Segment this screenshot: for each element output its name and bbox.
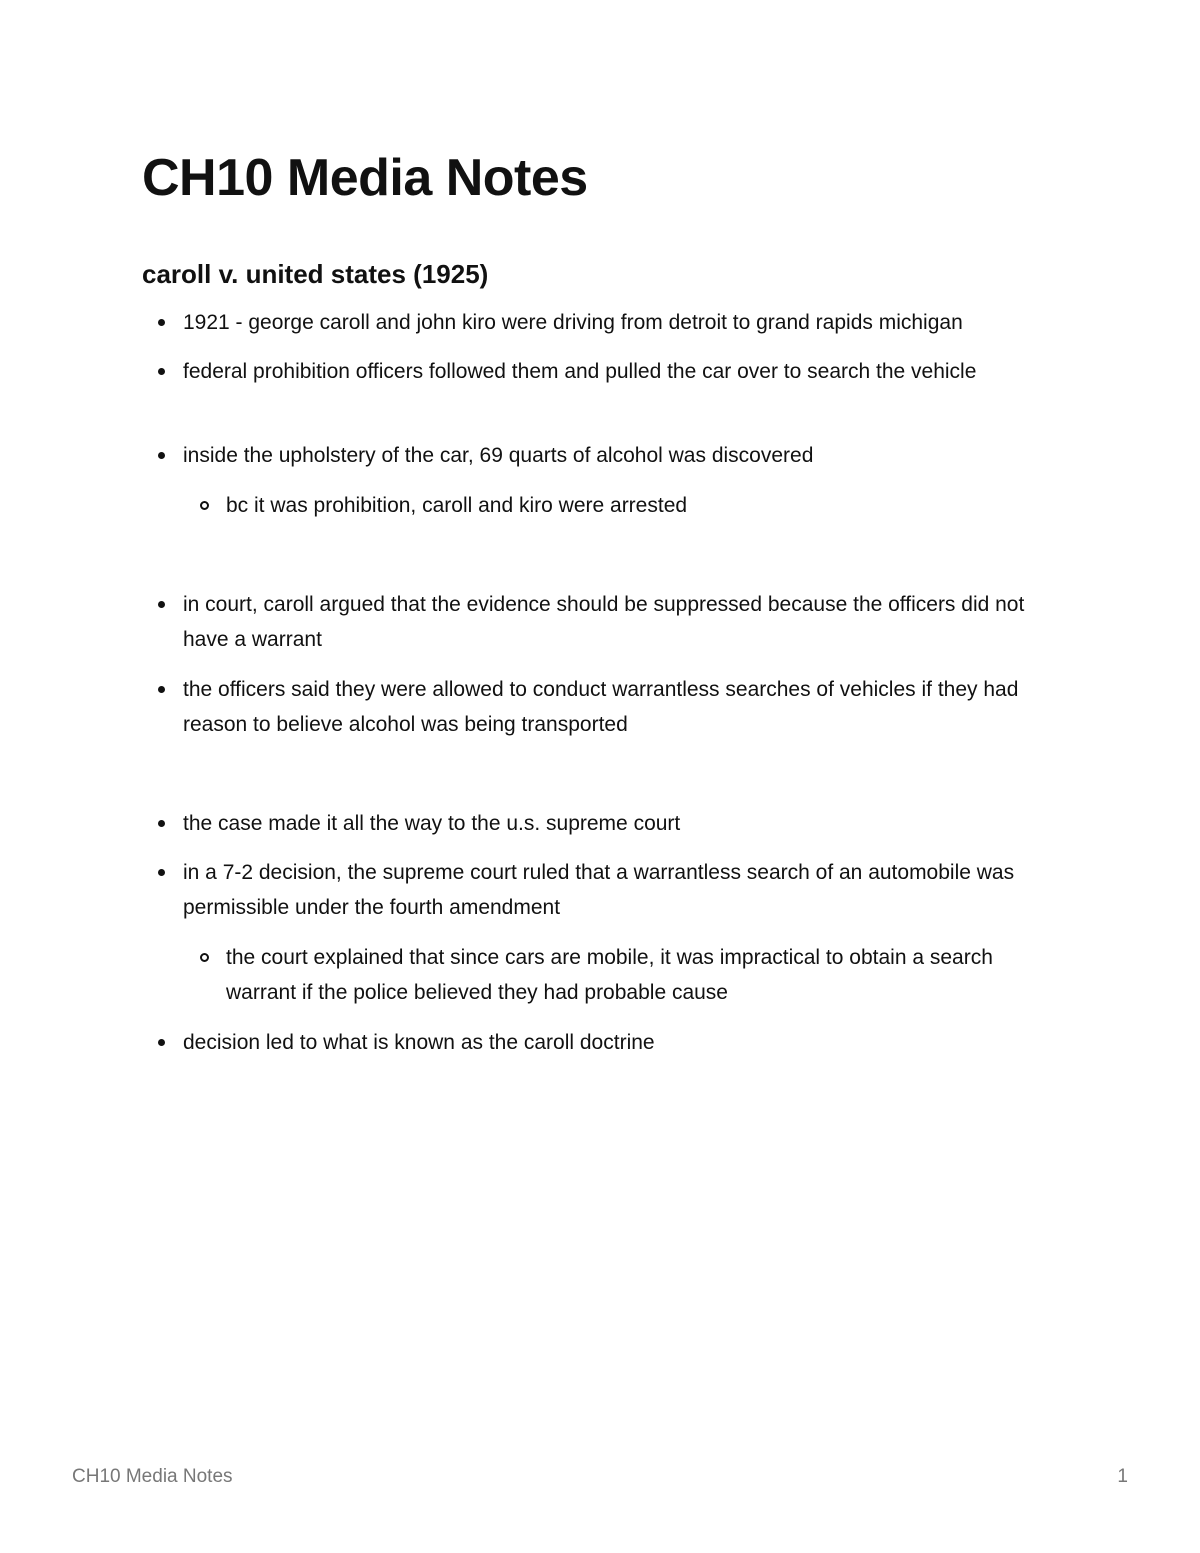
hollow-bullet-icon	[200, 501, 209, 510]
bullet-icon	[158, 452, 165, 459]
list-item-text: decision led to what is known as the caroll doctrine	[183, 1031, 655, 1054]
sub-list-item	[226, 940, 1046, 1010]
list-item	[183, 587, 1073, 657]
list-item-text: the court explained that since cars are mobile, it was impractical to obtain a search warrant if the police believed they had probable cause	[226, 946, 993, 1004]
list-item	[183, 354, 1073, 389]
bullet-icon	[158, 368, 165, 375]
section-heading: caroll v. united states (1925)	[142, 259, 489, 289]
list-item-text: in a 7-2 decision, the supreme court ruled that a warrantless search of an automobile was permissible under the fourth amendment	[183, 861, 1015, 919]
page-number: 1	[1117, 1466, 1128, 1487]
list-item	[183, 855, 1073, 925]
bullet-icon	[158, 1039, 165, 1046]
footer-title: CH10 Media Notes	[72, 1466, 233, 1487]
list-item-text: the case made it all the way to the u.s. supreme court	[183, 812, 681, 835]
bullet-icon	[158, 686, 165, 693]
list-item-text: federal prohibition officers followed them and pulled the car over to search the vehicle	[183, 360, 977, 383]
list-item	[183, 806, 1073, 841]
list-item-text: inside the upholstery of the car, 69 quarts of alcohol was discovered	[183, 444, 814, 467]
list-item	[183, 438, 1073, 473]
bullet-icon	[158, 319, 165, 326]
list-item	[183, 1025, 1073, 1060]
list-item	[183, 672, 1073, 742]
sub-list-item	[226, 488, 1046, 523]
list-item-text: the officers said they were allowed to conduct warrantless searches of vehicles if they had reason to believe alcohol was being transported	[183, 678, 1019, 736]
bullet-icon	[158, 869, 165, 876]
page-title: CH10 Media Notes	[142, 149, 588, 207]
hollow-bullet-icon	[200, 953, 209, 962]
list-item-text: 1921 - george caroll and john kiro were driving from detroit to grand rapids michigan	[183, 311, 963, 334]
list-item-text: bc it was prohibition, caroll and kiro were arrested	[226, 494, 688, 517]
list-item	[183, 305, 1073, 340]
bullet-icon	[158, 820, 165, 827]
bullet-icon	[158, 601, 165, 608]
list-item-text: in court, caroll argued that the evidence should be suppressed because the officers did not have a warrant	[183, 593, 1025, 651]
